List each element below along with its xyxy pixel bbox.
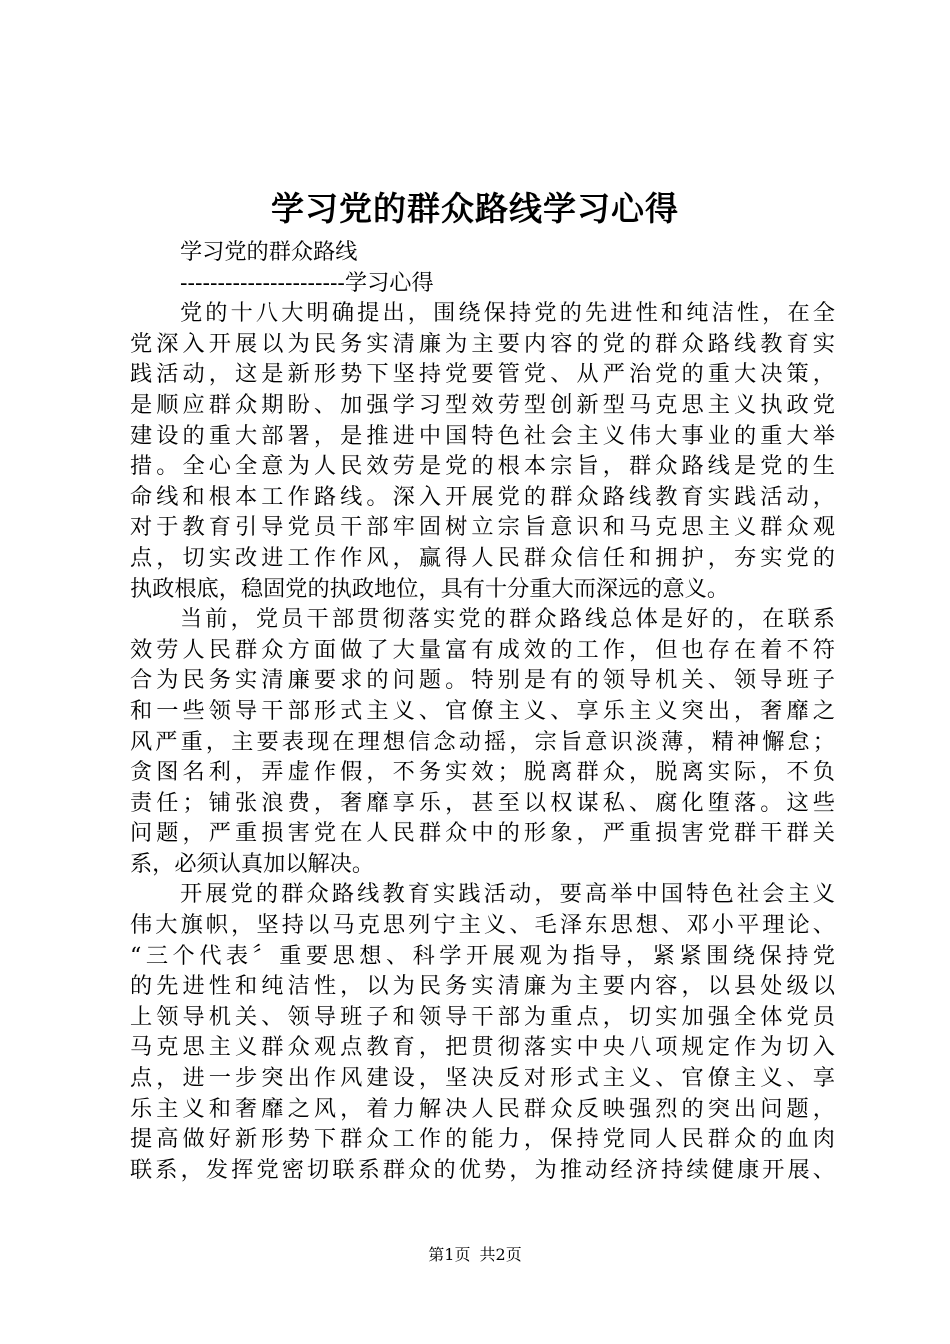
text-line: 点，进一步突出作风建设，坚决反对形式主义、官僚主义、享: [130, 1065, 835, 1092]
text-line: 系，必须认真加以解决。: [130, 850, 375, 877]
text-line: 上领导机关、领导班子和领导干部为重点，切实加强全体党员: [130, 1003, 835, 1030]
text-line: 和一些领导干部形式主义、官僚主义、享乐主义突出，奢靡之: [130, 697, 835, 724]
text-line: 乐主义和奢靡之风，着力解决人民群众反映强烈的突出问题，: [130, 1095, 835, 1122]
text-line: 合为民务实清廉要求的问题。特别是有的领导机关、领导班子: [130, 667, 835, 694]
subtitle-line-2: ----------------------学习心得: [180, 269, 434, 296]
text-line: 措。全心全意为人民效劳是党的根本宗旨，群众路线是党的生: [130, 453, 835, 480]
paragraph-lines: [130, 298, 835, 1185]
page-footer: [0, 1244, 950, 1266]
text-line: 问题，严重损害党在人民群众中的形象，严重损害党群干群关: [130, 820, 835, 847]
text-line: 是顺应群众期盼、加强学习型效劳型创新型马克思主义执政党: [130, 391, 835, 418]
text-line: 贪图名利，弄虚作假，不务实效；脱离群众，脱离实际，不负: [130, 759, 835, 786]
page-number-total: 共2页: [479, 1245, 522, 1264]
text-line: 的先进性和纯洁性，以为民务实清廉为主要内容，以县处级以: [130, 973, 835, 1000]
text-line: 党深入开展以为民务实清廉为主要内容的党的群众路线教育实: [130, 330, 835, 357]
text-line: 执政根底，稳固党的执政地位，具有十分重大而深远的意义。: [130, 575, 730, 602]
text-line: 党的十八大明确提出，围绕保持党的先进性和纯洁性，在全: [180, 300, 835, 327]
document-title: 学习党的群众路线学习心得: [271, 189, 679, 228]
text-line: 命线和根本工作路线。深入开展党的群众路线教育实践活动，: [130, 483, 835, 510]
text-line: 开展党的群众路线教育实践活动，要高举中国特色社会主义: [180, 881, 835, 908]
text-line: 马克思主义群众观点教育，把贯彻落实中央八项规定作为切入: [130, 1034, 835, 1061]
subtitle-line-1: 学习党的群众路线: [180, 239, 358, 265]
text-line: 践活动，这是新形势下坚持党要管党、从严治党的重大决策，: [130, 361, 835, 388]
text-line: 点，切实改进工作作风，赢得人民群众信任和拥护，夯实党的: [130, 544, 835, 571]
document-body: [130, 237, 835, 1185]
text-line: 联系，发挥党密切联系群众的优势，为推动经济持续健康开展、: [130, 1156, 835, 1183]
page-number-current: 第1页: [428, 1245, 471, 1264]
text-line: 效劳人民群众方面做了大量富有成效的工作，但也存在着不符: [130, 636, 835, 663]
text-line: 伟大旗帜，坚持以马克思列宁主义、毛泽东思想、邓小平理论、: [130, 912, 835, 939]
text-line: 风严重，主要表现在理想信念动摇，宗旨意识淡薄，精神懈怠；: [130, 728, 835, 755]
text-line: 责任；铺张浪费，奢靡享乐，甚至以权谋私、腐化堕落。这些: [130, 789, 835, 816]
text-line: 当前，党员干部贯彻落实党的群众路线总体是好的，在联系: [180, 606, 835, 633]
text-line: 对于教育引导党员干部牢固树立宗旨意识和马克思主义群众观: [130, 514, 835, 541]
text-line: 建设的重大部署，是推进中国特色社会主义伟大事业的重大举: [130, 422, 835, 449]
text-line: “三个代表〞重要思想、科学开展观为指导，紧紧围绕保持党: [130, 942, 835, 969]
text-line: 提高做好新形势下群众工作的能力，保持党同人民群众的血肉: [130, 1126, 835, 1153]
